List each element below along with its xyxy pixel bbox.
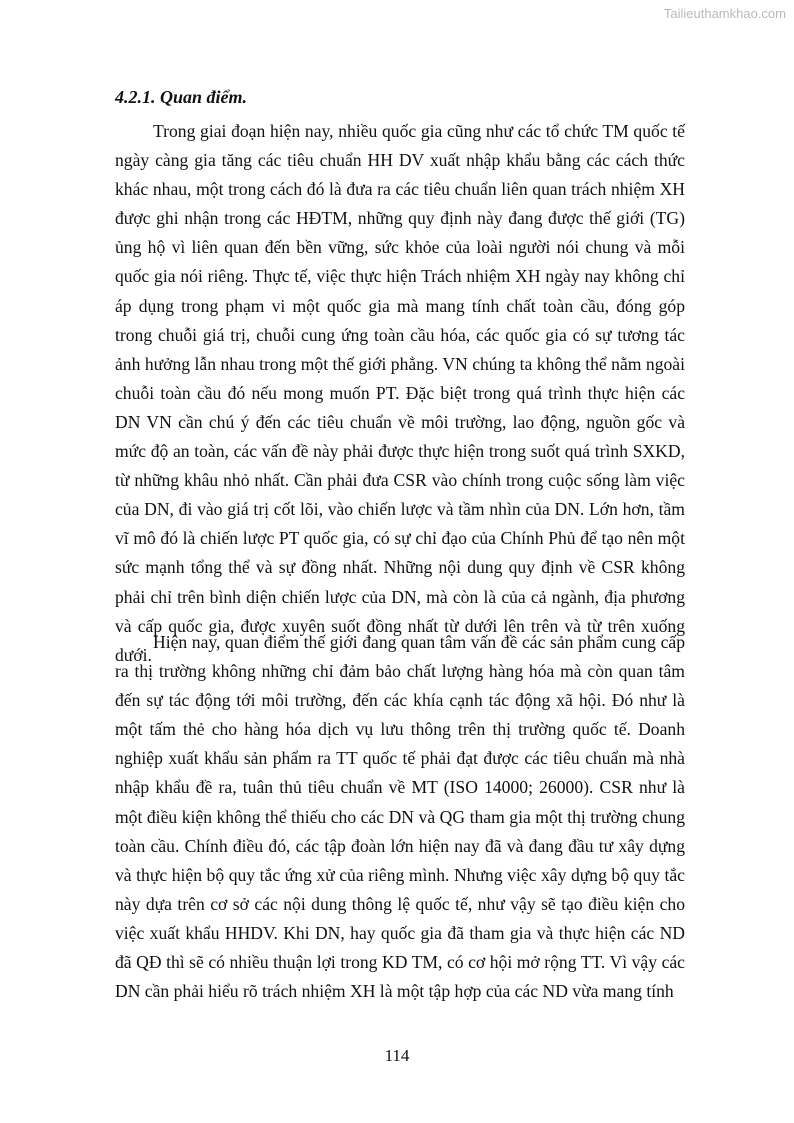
paragraph-1: Trong giai đoạn hiện nay, nhiều quốc gia cũng như các tổ chức TM quốc tế ngày càng gia tăng các tiêu chuẩn HH DV xuất nhập khẩu bằng các cách thức khác nhau, một trong cách đó là đưa ra các tiêu chuẩn liên quan trách nhiệm XH được ghi nhận trong các HĐTM, những quy định này đang được thế giới (TG) ủng hộ vì liên quan đến bền vững, sức khỏe của loài người nói chung và mỗi quốc gia nói riêng. Thực tế, việc thực hiện Trách nhiệm XH ngày nay không chỉ áp dụng trong phạm vi một quốc gia mà mang tính chất toàn cầu, đóng góp trong chuỗi giá trị, chuỗi cung ứng toàn cầu hóa, các quốc gia có sự tương tác ảnh hưởng lẫn nhau trong một thế giới phẳng. VN chúng ta không thể nằm ngoài chuỗi toàn cầu đó nếu mong muốn PT. Đặc biệt trong quá trình thực hiện các DN VN cần chú ý đến các tiêu chuẩn về môi trường, lao động, nguồn gốc và mức độ an toàn, các vấn đề này phải được thực hiện trong suốt quá trình SXKD, từ những khâu nhỏ nhất. Cần phải đưa CSR vào chính trong cuộc sống làm việc của DN, đi vào giá trị cốt lõi, vào chiến lược và tầm nhìn của DN. Lớn hơn, tầm vĩ mô đó là chiến lược PT quốc gia, có sự chỉ đạo của Chính Phủ để tạo nên một sức mạnh tổng thể và sự đồng nhất. Những nội dung quy định về CSR không phải chỉ trên bình diện chiến lược của DN, mà còn là của cả ngành, địa phương và cấp quốc gia, được xuyên suốt đồng nhất từ dưới lên trên và từ trên xuống dưới. <box>115 121 685 665</box>
page-number: 114 <box>384 1046 410 1065</box>
section-heading: 4.2.1. Quan điểm. <box>115 87 248 107</box>
watermark: Tailieuthamkhao.com <box>663 6 786 21</box>
paragraph-2: Hiện nay, quan điểm thế giới đang quan tâm vấn đề các sản phẩm cung cấp ra thị trường không những chỉ đảm bảo chất lượng hàng hóa mà còn quan tâm đến sự tác động tới môi trường, đến các khía cạnh tác động xã hội. Đó như là một tấm thẻ cho hàng hóa dịch vụ lưu thông trên thị trường quốc tế. Doanh nghiệp xuất khẩu sản phẩm ra TT quốc tế phải đạt được các tiêu chuẩn mà nhà nhập khẩu đề ra, tuân thủ tiêu chuẩn về MT (ISO 14000; 26000). CSR như là một điều kiện không thể thiếu cho các DN và QG tham gia một thị trường chung toàn cầu. Chính điều đó, các tập đoàn lớn hiện nay đã và đang đầu tư xây dựng và thực hiện bộ quy tắc ứng xử của riêng mình. Nhưng việc xây dựng bộ quy tắc này dựa trên cơ sở các nội dung thông lệ quốc tế, như vậy sẽ tạo điều kiện cho việc xuất khẩu HHDV. Khi DN, hay quốc gia đã tham gia và thực hiện các ND đã QĐ thì sẽ có nhiều thuận lợi trong KD TM, có cơ hội mở rộng TT. Vì vậy các DN cần phải hiểu rõ trách nhiệm XH là một tập hợp của các ND vừa mang tính <box>115 632 685 1002</box>
